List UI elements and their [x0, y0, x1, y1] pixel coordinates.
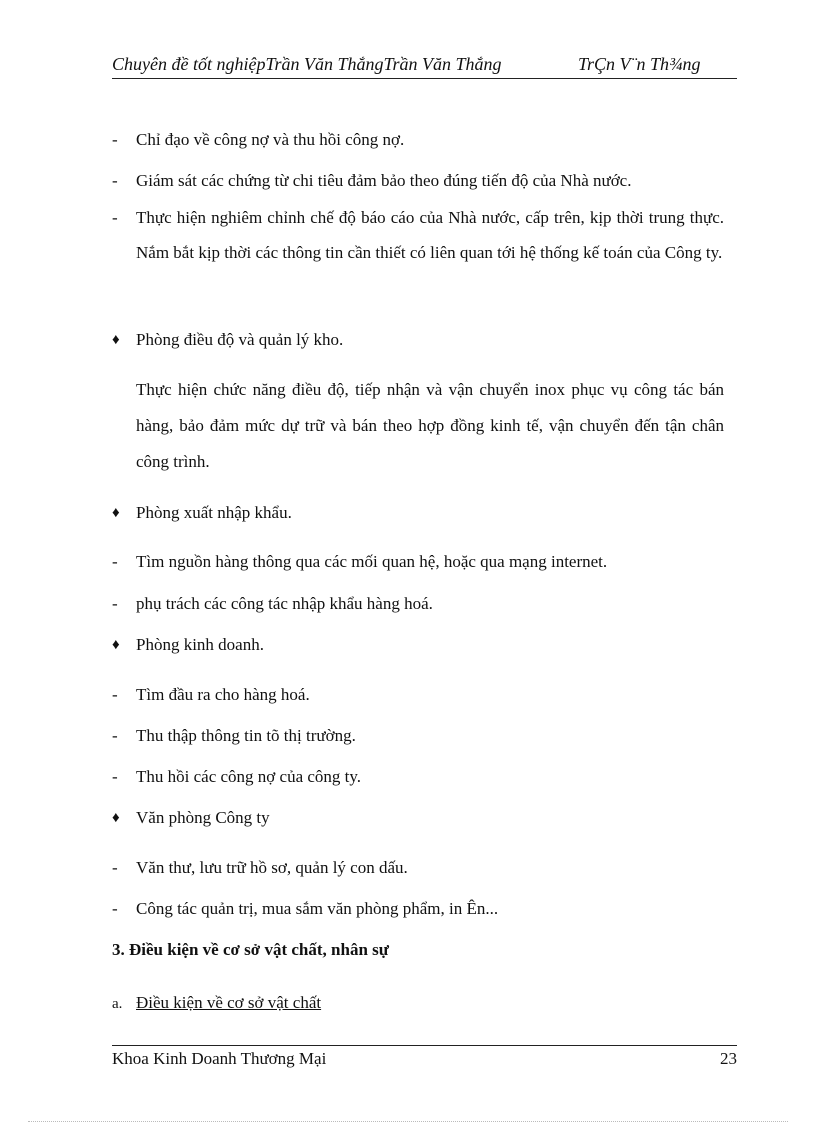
- list-item-text: Thực hiện nghiêm chỉnh chế độ báo cáo của Nhà nước, cấp trên, kịp thời trung thực. Nắm bắt kịp thời các thông tin cần thiết có liên quan tới hệ thống kế toán của Công ty.: [136, 208, 724, 262]
- dash-bullet: -: [112, 685, 118, 704]
- footer-text: Khoa Kinh Doanh Thương Mại: [112, 1049, 327, 1068]
- dash-bullet: -: [112, 130, 118, 149]
- diamond-bullet-icon: ♦: [112, 810, 120, 826]
- page-number: 23: [720, 1049, 737, 1068]
- list-item-text: Văn thư, lưu trữ hồ sơ, quản lý con dấu.: [136, 858, 408, 877]
- list-item-text: Thu hồi các công nợ của công ty.: [136, 767, 362, 786]
- section-title: Phòng điều độ và quản lý kho.: [136, 330, 344, 349]
- header-right-text: TrÇn V¨n Th¾ng: [578, 54, 701, 74]
- page-edge-divider: [28, 1121, 788, 1122]
- section-title: Văn phòng Công ty: [136, 808, 270, 827]
- page-header: [112, 50, 737, 79]
- dash-bullet: -: [112, 726, 118, 745]
- subsection-label: a.: [112, 996, 123, 1012]
- section-title: Phòng xuất nhập khẩu.: [136, 503, 292, 522]
- dash-bullet: -: [112, 171, 118, 190]
- section-heading: 3. Điều kiện về cơ sở vật chất, nhân sự: [112, 940, 389, 959]
- dash-bullet: -: [112, 552, 118, 571]
- list-item-text: Thu thập thông tin tõ thị trường.: [136, 726, 356, 745]
- dash-bullet: -: [112, 767, 118, 786]
- diamond-bullet-icon: ♦: [112, 637, 120, 653]
- dash-bullet: -: [112, 208, 118, 227]
- list-item-text: phụ trách các công tác nhập khẩu hàng hoá.: [136, 594, 433, 613]
- diamond-bullet-icon: ♦: [112, 332, 120, 348]
- list-item-text: Tìm nguồn hàng thông qua các mối quan hệ, hoặc qua mạng internet.: [136, 552, 608, 571]
- dash-bullet: -: [112, 594, 118, 613]
- header-left-text: Chuyên đề tốt nghiệpTrần Văn ThắngTrần Văn Thắng: [112, 54, 502, 74]
- diamond-bullet-icon: ♦: [112, 505, 120, 521]
- list-item-text: Công tác quản trị, mua sắm văn phòng phẩm, in Ên...: [136, 899, 499, 918]
- paragraph: Thực hiện chức năng điều độ, tiếp nhận và vận chuyển inox phục vụ công tác bán hàng, bảo đảm mức dự trữ và bán theo hợp đồng kinh tế, vận chuyển đến tận chân công trình.: [136, 380, 724, 471]
- list-item-text: Giám sát các chứng từ chi tiêu đảm bảo theo đúng tiến độ của Nhà nước.: [136, 171, 632, 190]
- dash-bullet: -: [112, 858, 118, 877]
- section-title: Phòng kinh doanh.: [136, 635, 264, 654]
- dash-bullet: -: [112, 899, 118, 918]
- list-item-text: Tìm đầu ra cho hàng hoá.: [136, 685, 310, 704]
- subsection-heading: [112, 986, 321, 1021]
- footer-divider: [112, 1045, 737, 1046]
- subsection-title: Điều kiện về cơ sở vật chất: [136, 993, 322, 1012]
- list-item-text: Chỉ đạo về công nợ và thu hồi công nợ.: [136, 130, 405, 149]
